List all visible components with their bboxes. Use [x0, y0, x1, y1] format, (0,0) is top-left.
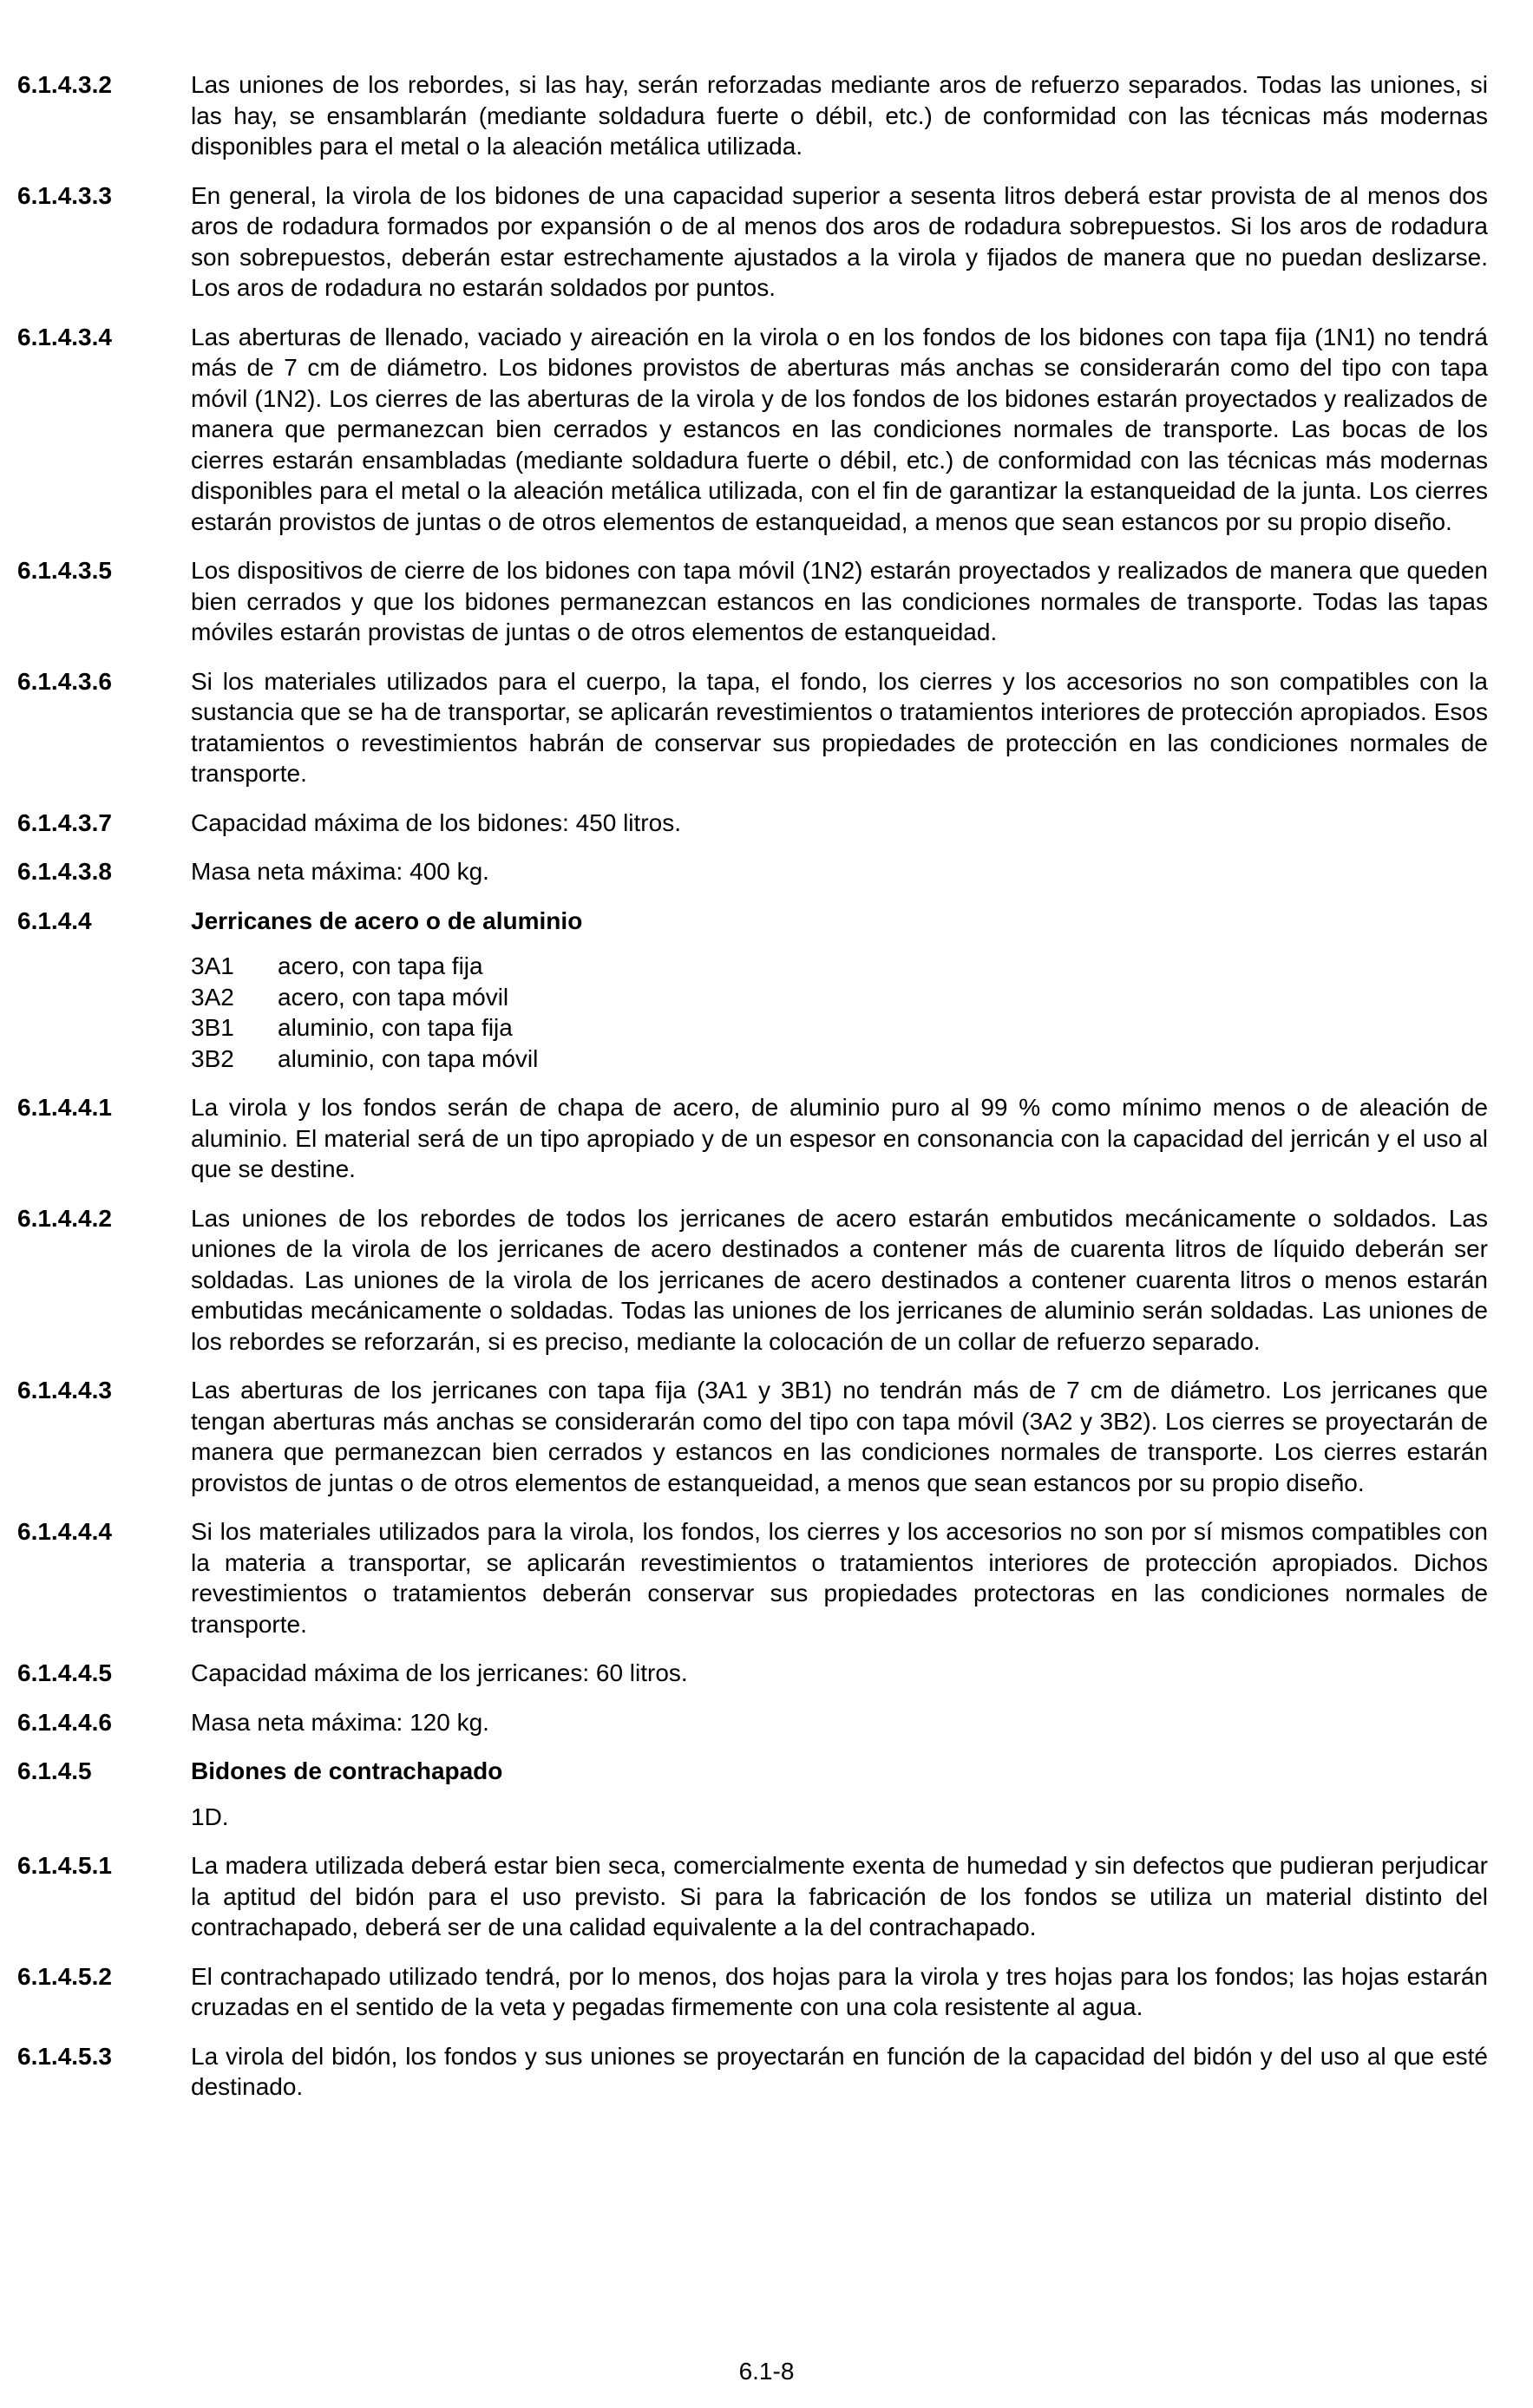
paragraph-6-1-4-3-4	[17, 322, 1492, 538]
paragraph-text: Las uniones de los rebordes, si las hay, serán reforzadas mediante aros de refuerzo separados. Todas las uniones, si las hay, se ensamblarán (mediante soldadura fuerte o débil, etc.) de conformidad con las técnicas más modernas disponibles para el metal o la aleación metálica utilizada.	[191, 71, 1488, 160]
paragraph-number: 6.1.4.4.2	[17, 1204, 112, 1232]
paragraph-number: 6.1.4.3.2	[17, 71, 112, 98]
paragraph-number: 6.1.4.4.1	[17, 1094, 112, 1121]
code-id: 3B1	[191, 1014, 234, 1041]
code-item	[191, 951, 1492, 982]
code-id: 3A1	[191, 952, 234, 979]
paragraph-text: Masa neta máxima: 120 kg.	[191, 1708, 489, 1736]
paragraph-text: Las aberturas de los jerricanes con tapa fija (3A1 y 3B1) no tendrán más de 7 cm de diámetro. Los jerricanes que tengan aberturas más anchas se considerarán como del tipo con tapa móvil (3A2 y 3B2). Los cierres se proyectarán de manera que permanezcan bien cerrados y estancos en las condiciones normales de transporte. Los cierres estarán provistos de juntas o de otros elementos de estanqueidad, a menos que sean estancos por su propio diseño.	[191, 1377, 1488, 1496]
section-title: Jerricanes de acero o de aluminio	[191, 906, 583, 934]
paragraph-6-1-4-5-1	[17, 1850, 1492, 1943]
section-number: 6.1.4.5	[17, 1757, 92, 1784]
paragraph-number: 6.1.4.3.7	[17, 808, 112, 836]
code-item	[191, 1012, 1492, 1044]
paragraph-number: 6.1.4.3.5	[17, 557, 112, 584]
paragraph-number: 6.1.4.4.3	[17, 1377, 112, 1404]
paragraph-text: La madera utilizada deberá estar bien seca, comercialmente exenta de humedad y sin defectos que pudieran perjudicar la aptitud del bidón para el uso previsto. Si para la fabricación de los fondos se utiliza un material distinto del contrachapado, deberá ser de una calidad equivalente a la del contrachapado.	[191, 1852, 1488, 1940]
paragraph-text: Las aberturas de llenado, vaciado y aireación en la virola o en los fondos de los bidones con tapa fija (1N1) no tendrá más de 7 cm de diámetro. Los bidones provistos de aberturas más anchas se considerarán como del tipo con tapa móvil (1N2). Los cierres de las aberturas de la virola y de los fondos de los bidones estarán proyectados y realizados de manera que permanezcan bien cerrados y estancos en las condiciones normales de transporte. Las bocas de los cierres estarán ensambladas (mediante soldadura fuerte o débil, etc.) de conformidad con las técnicas más modernas disponibles para el metal o la aleación metálica utilizada, con el fin de garantizar la estanqueidad de la junta. Los cierres estarán provistos de juntas o de otros elementos de estanqueidad, a menos que sean estancos por su propio diseño.	[191, 323, 1488, 535]
code-id: 3B2	[191, 1044, 234, 1072]
paragraph-6-1-4-4-4	[17, 1516, 1492, 1639]
paragraph-text: Las uniones de los rebordes de todos los jerricanes de acero estarán embutidos mecánicamente o soldados. Las uniones de la virola de los jerricanes de acero destinados a contener más de cuarenta litros de líquido deberán ser soldadas. Las uniones de la virola de los jerricanes de acero destinados a contener cuarenta litros o menos estarán embutidas mecánicamente o soldadas. Todas las uniones de los jerricanes de aluminio serán soldadas. Las uniones de los rebordes se reforzarán, si es preciso, mediante la colocación de un collar de refuerzo separado.	[191, 1204, 1488, 1355]
paragraph-6-1-4-5-2	[17, 1961, 1492, 2023]
paragraph-text: Masa neta máxima: 400 kg.	[191, 858, 489, 885]
paragraph-text: La virola del bidón, los fondos y sus uniones se proyectarán en función de la capacidad del bidón y del uso al que esté destinado.	[191, 2042, 1488, 2100]
paragraph-text: Si los materiales utilizados para el cuerpo, la tapa, el fondo, los cierres y los accesorios no son compatibles con la sustancia que se ha de transportar, se aplicarán revestimientos o tratamientos interiores de protección apropiados. Esos tratamientos o revestimientos habrán de conservar sus propiedades de protección en las condiciones normales de transporte.	[191, 667, 1488, 787]
paragraph-6-1-4-3-6	[17, 666, 1492, 789]
code-description: acero, con tapa móvil	[278, 983, 509, 1011]
paragraph-6-1-4-5-3	[17, 2041, 1492, 2103]
paragraph-text: En general, la virola de los bidones de una capacidad superior a sesenta litros deberá estar provista de al menos dos aros de rodadura formados por expansión o de al menos dos aros de rodadura sobrepuestos. Si los aros de rodadura son sobrepuestos, deberán estar estrechamente ajustados a la virola y fijados de manera que no puedan deslizarse. Los aros de rodadura no estarán soldados por puntos.	[191, 181, 1488, 301]
paragraph-text: La virola y los fondos serán de chapa de acero, de aluminio puro al 99 % como mínimo menos o de aleación de aluminio. El material será de un tipo apropiado y de un espesor en consonancia con la capacidad del jerricán y el uso al que se destine.	[191, 1094, 1488, 1182]
jerrican-code-list	[191, 951, 1492, 1074]
paragraph-number: 6.1.4.3.3	[17, 181, 112, 209]
paragraph-number: 6.1.4.4.5	[17, 1659, 112, 1686]
section-title: Bidones de contrachapado	[191, 1757, 503, 1784]
paragraph-6-1-4-3-2	[17, 69, 1492, 162]
paragraph-6-1-4-3-7	[17, 808, 1492, 839]
paragraph-6-1-4-4-6	[17, 1707, 1492, 1738]
paragraph-text: Capacidad máxima de los bidones: 450 litros.	[191, 808, 681, 836]
paragraph-text: Los dispositivos de cierre de los bidones con tapa móvil (1N2) estarán proyectados y realizados de manera que queden bien cerrados y que los bidones permanezcan estancos en las condiciones normales de transporte. Todas las tapas móviles estarán provistas de juntas o de otros elementos de estanqueidad.	[191, 557, 1488, 645]
paragraph-text: El contrachapado utilizado tendrá, por lo menos, dos hojas para la virola y tres hojas para los fondos; las hojas estarán cruzadas en el sentido de la veta y pegadas firmemente con una cola resistente al agua.	[191, 1962, 1488, 2020]
paragraph-text: Si los materiales utilizados para la virola, los fondos, los cierres y los accesorios no son por sí mismos compatibles con la materia a transportar, se aplicarán revestimientos o tratamientos interiores de protección apropiados. Dichos revestimientos o tratamientos deberán conservar sus propiedades protectoras en las condiciones normales de transporte.	[191, 1518, 1488, 1638]
code-description: aluminio, con tapa móvil	[278, 1044, 539, 1072]
paragraph-text: Capacidad máxima de los jerricanes: 60 litros.	[191, 1659, 688, 1686]
paragraph-6-1-4-4-3	[17, 1375, 1492, 1498]
paragraph-number: 6.1.4.3.6	[17, 667, 112, 695]
code-description: aluminio, con tapa fija	[278, 1014, 513, 1041]
paragraph-6-1-4-4-2	[17, 1203, 1492, 1358]
paragraph-number: 6.1.4.5.3	[17, 2042, 112, 2070]
page-number: 6.1-8	[738, 2358, 795, 2385]
code-id: 3A2	[191, 983, 234, 1011]
paragraph-number: 6.1.4.3.8	[17, 858, 112, 885]
paragraph-number: 6.1.4.5.1	[17, 1852, 112, 1879]
paragraph-number: 6.1.4.5.2	[17, 1962, 112, 1990]
contrachapado-code: 1D.	[191, 1803, 229, 1830]
paragraph-number: 6.1.4.4.6	[17, 1708, 112, 1736]
section-number: 6.1.4.4	[17, 906, 92, 934]
paragraph-6-1-4-3-5	[17, 555, 1492, 648]
section-heading-jerricanes	[17, 906, 1492, 937]
paragraph-number: 6.1.4.4.4	[17, 1518, 112, 1545]
paragraph-6-1-4-3-3	[17, 180, 1492, 304]
paragraph-6-1-4-4-5	[17, 1658, 1492, 1689]
document-page	[17, 69, 1492, 2121]
code-item	[191, 982, 1492, 1013]
paragraph-6-1-4-4-1	[17, 1092, 1492, 1185]
paragraph-6-1-4-3-8	[17, 856, 1492, 887]
section-heading-contrachapado	[17, 1756, 1492, 1787]
paragraph-number: 6.1.4.3.4	[17, 323, 112, 350]
code-item	[191, 1044, 1492, 1075]
code-description: acero, con tapa fija	[278, 952, 483, 979]
